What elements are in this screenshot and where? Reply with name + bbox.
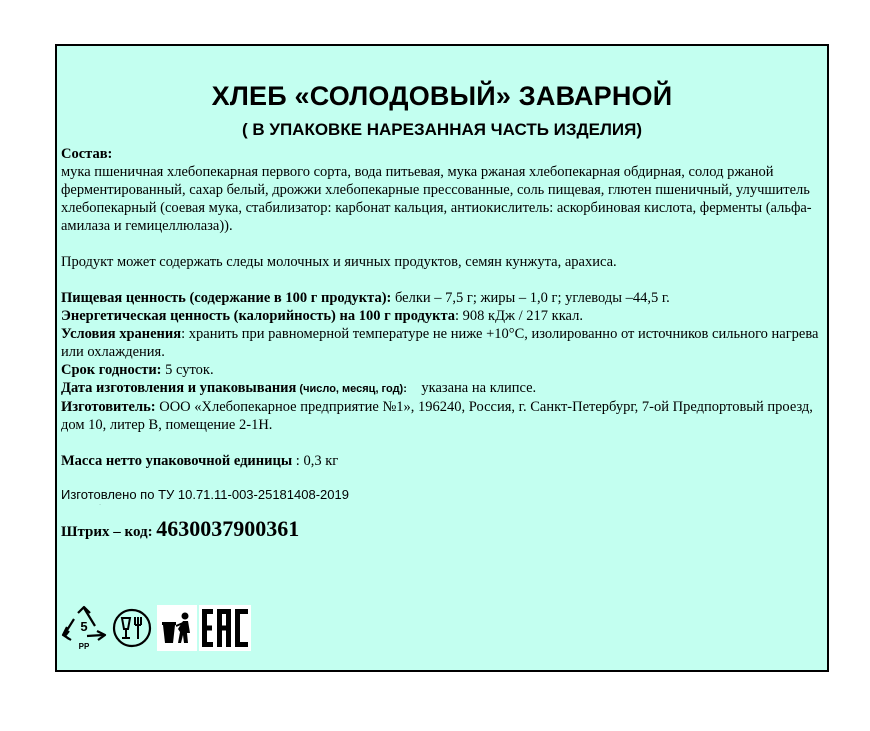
label-body: [61, 145, 821, 541]
shelf-life-label: Срок годности:: [61, 362, 162, 378]
storage-line: [61, 325, 821, 361]
storage-label: Условия хранения: [61, 326, 182, 342]
food-contact-icon: [109, 605, 155, 651]
production-date-label: Дата изготовления и упаковывания: [61, 380, 297, 396]
production-date-note: (число, месяц, год):: [296, 383, 407, 395]
energy-label: Энергетическая ценность (калорийность) на 100 г продукта: [61, 308, 456, 324]
recycle-code: 5: [80, 619, 88, 634]
shelf-life-text: 5 суток.: [161, 362, 214, 378]
manufacturer-label: Изготовитель:: [61, 399, 156, 415]
barcode-value: 4630037900361: [156, 516, 300, 541]
nutrition-text: белки – 7,5 г; жиры – 1,0 г; углеводы –44,5 г.: [391, 290, 670, 306]
barcode-line: [61, 516, 821, 541]
energy-line: [61, 307, 821, 325]
recycle-pp-icon: [61, 605, 107, 651]
standard-text: Изготовлено по ТУ 10.71.11-003-25181408-2019: [61, 487, 349, 502]
product-title: ХЛЕБ «СОЛОДОВЫЙ» ЗАВАРНОЙ: [211, 81, 673, 111]
shelf-life-line: [61, 361, 821, 379]
production-date-text: указана на клипсе.: [406, 380, 537, 396]
production-date-line: [61, 379, 821, 398]
allergens-text: Продукт может содержать следы молочных и яичных продуктов, семян кунжута, арахиса.: [61, 254, 617, 270]
nutrition-label: Пищевая ценность (содержание в 100 г продукта):: [61, 290, 392, 306]
composition-label: Состав:: [61, 146, 113, 162]
manufacturer-text: ООО «Хлебопекарное предприятие №1», 196240, Россия, г. Санкт-Петербург, 7-ой Предпортовый проезд, дом 10, литер В, помещение 2-1Н.: [61, 399, 813, 433]
manufacturer-line: [61, 398, 821, 434]
recycle-material: PP: [78, 642, 90, 651]
composition-text: мука пшеничная хлебопекарная первого сорта, вода питьевая, мука ржаная хлебопекарная обдирная, солод ржаной ферментированный, сахар белый, дрожжи хлебопекарные прессованные, соль пищевая, глютен пшеничный, улучшитель хлебопекарный (соевая мука, стабилизатор: карбонат кальция, антиокислитель: аскорбиновая кислота, ферменты (альфа-амилаза и гемицеллюлаза)).: [61, 164, 812, 234]
tidyman-icon: [157, 605, 197, 651]
energy-text: : 908 кДж / 217 ккал.: [455, 308, 583, 324]
net-mass-line: [61, 452, 821, 470]
barcode-label: Штрих – код:: [61, 524, 153, 540]
storage-text: : хранить при равномерной температуре не ниже +10°С, изолированно от источников сильного нагрева или охлаждения.: [61, 326, 819, 360]
product-label: [55, 44, 829, 672]
eac-text: ЕАС: [99, 505, 101, 506]
product-subtitle: ( В УПАКОВКЕ НАРЕЗАННАЯ ЧАСТЬ ИЗДЕЛИЯ): [241, 120, 643, 139]
net-mass-text: : 0,3 кг: [292, 453, 339, 469]
net-mass-label: Масса нетто упаковочной единицы: [61, 453, 293, 469]
nutrition-line: [61, 289, 821, 307]
